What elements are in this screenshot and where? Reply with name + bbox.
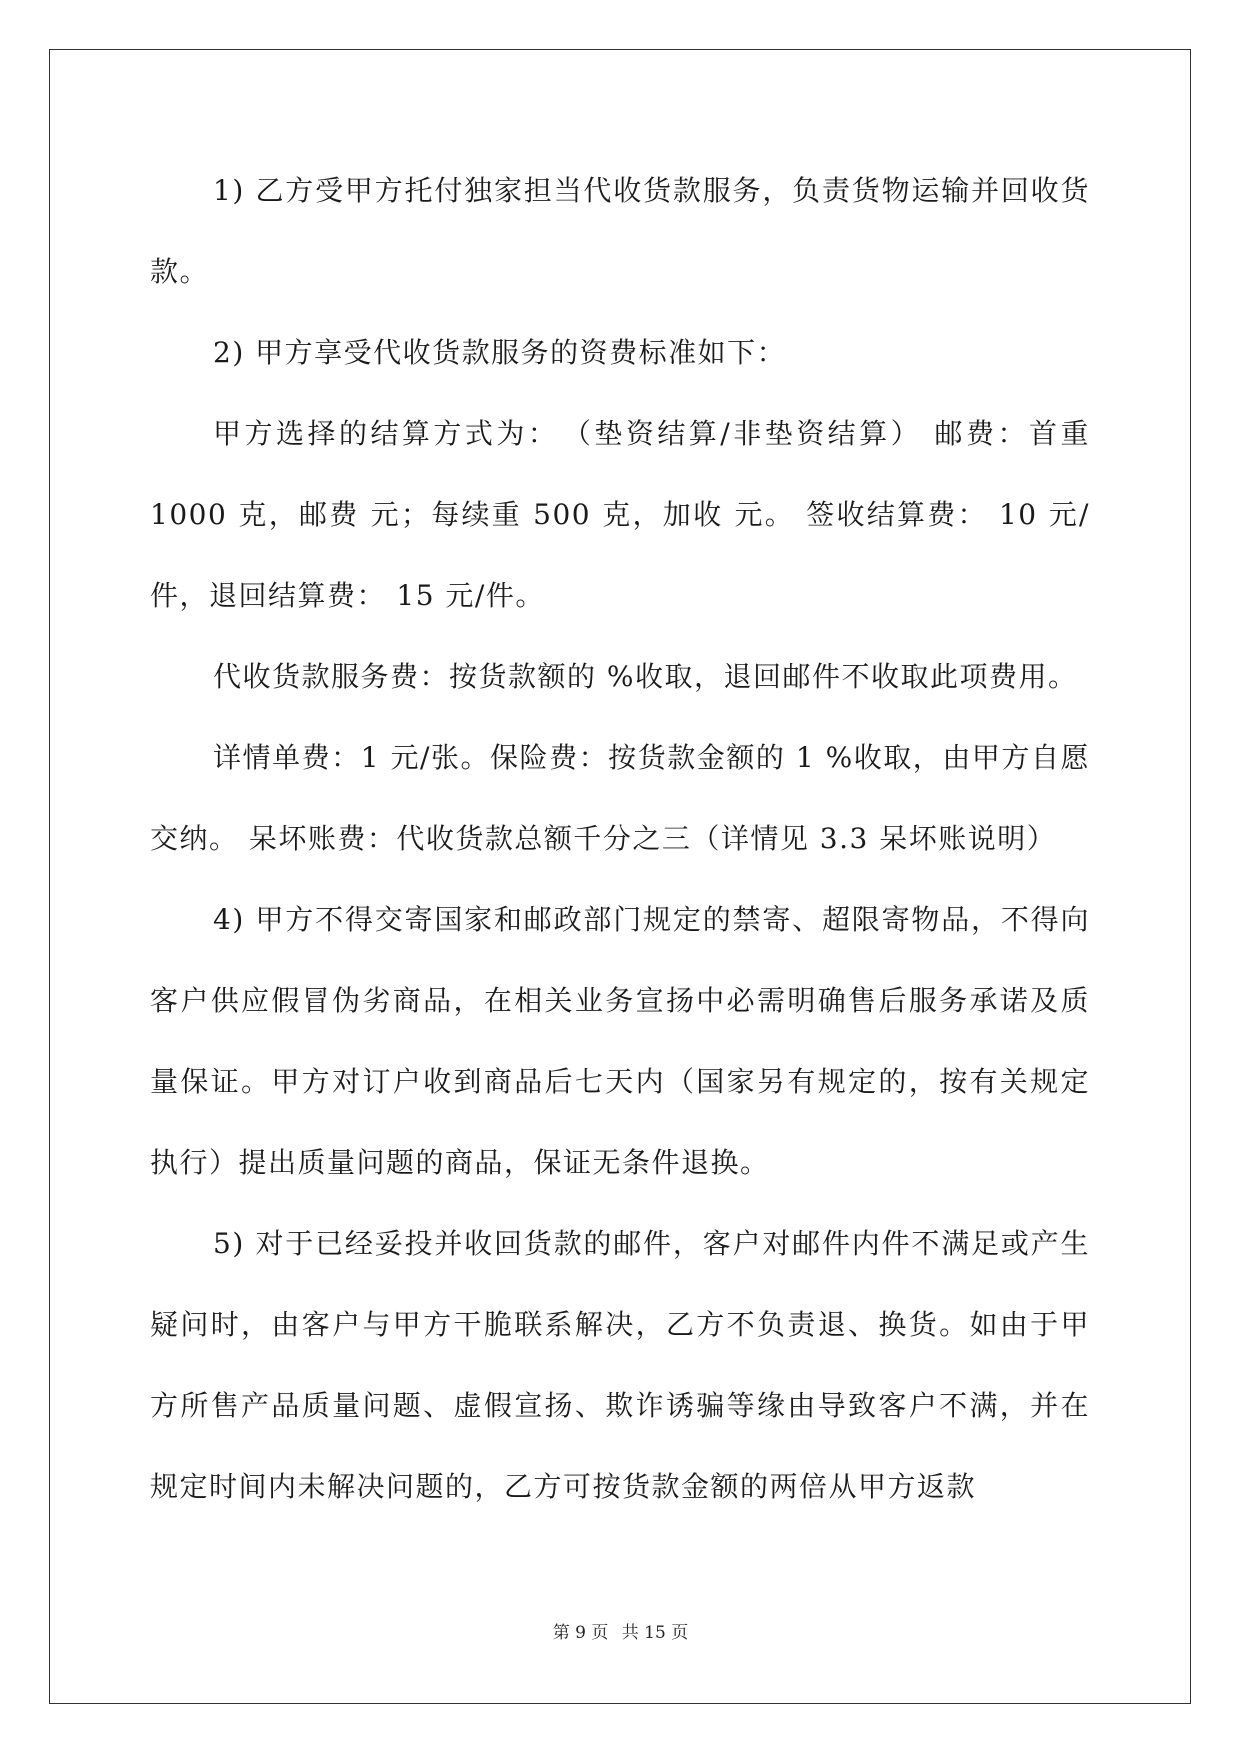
page-total: 共 15 页 [621,1623,689,1643]
paragraph-5: 详情单费：1 元/张。保险费：按货款金额的 1 %收取，由甲方自愿交纳。 呆坏账费：代收货款总额千分之三（详情见 3.3 呆坏账说明） [150,741,1090,855]
paragraph-1: 1) 乙方受甲方托付独家担当代收货款服务，负责货物运输并回收货款。 [150,174,1090,288]
paragraph-3: 甲方选择的结算方式为： （垫资结算/非垫资结算） 邮费：首重1000 克，邮费 元；每续重 500 克，加收 元。 签收结算费： 10 元/件，退回结算费： 15 元/件。 [150,417,1090,612]
paragraph-6: 4) 甲方不得交寄国家和邮政部门规定的禁寄、超限寄物品，不得向客户供应假冒伪劣商品，在相关业务宣扬中必需明确售后服务承诺及质量保证。甲方对订户收到商品后七天内（国家另有规定的，按有关规定执行）提出质量问题的商品，保证无条件退换。 [150,903,1090,1179]
paragraph-7: 5) 对于已经妥投并收回货款的邮件，客户对邮件内件不满足或产生疑问时，由客户与甲方干脆联系解决，乙方不负责退、换货。如由于甲方所售产品质量问题、虚假宣扬、欺诈诱骗等缘由导致客户不满，并在规定时间内未解决问题的，乙方可按货款金额的两倍从甲方返款 [150,1227,1090,1503]
paragraph-4: 代收货款服务费：按货款额的 %收取，退回邮件不收取此项费用。 [213,660,1078,693]
page-footer [0,1618,1241,1643]
document-body [150,150,1090,1527]
paragraph-2: 2) 甲方享受代收货款服务的资费标准如下： [213,336,787,369]
page-number: 第 9 页 [552,1623,609,1643]
